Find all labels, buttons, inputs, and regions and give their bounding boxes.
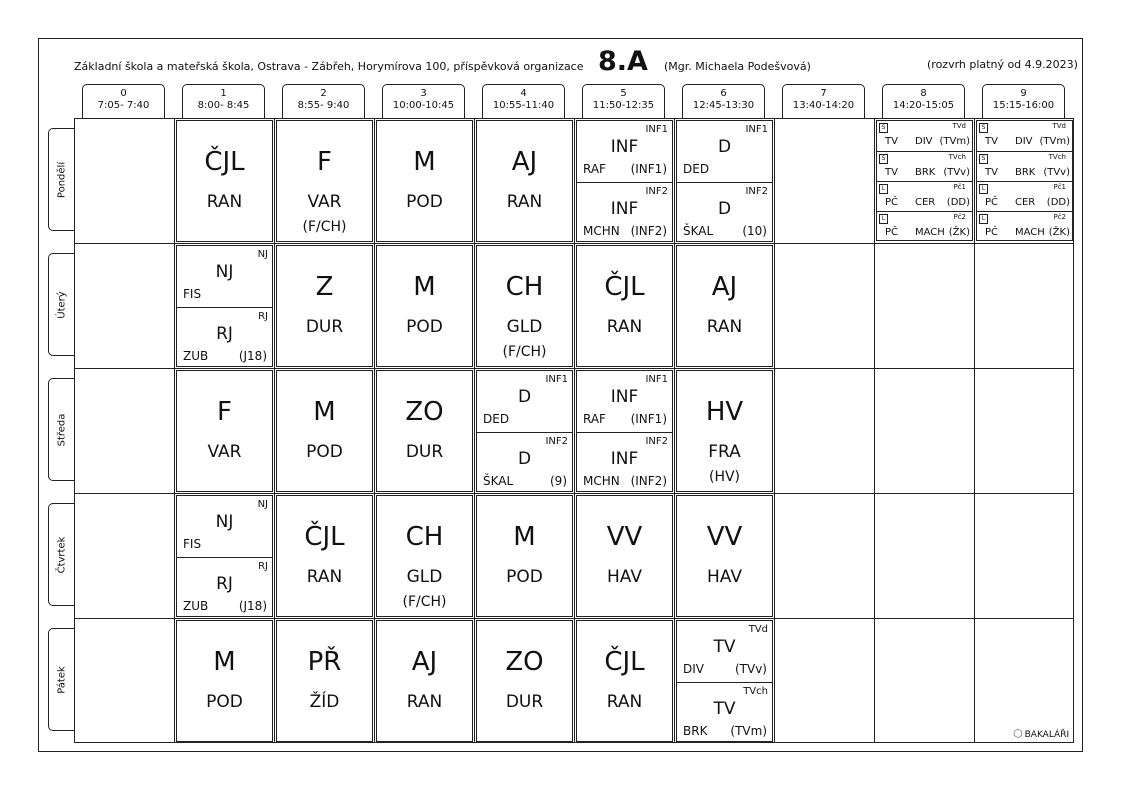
lesson-tch: GLD xyxy=(406,567,443,587)
lesson-tch: RAN xyxy=(606,317,643,337)
lesson-tch: ŠKAL xyxy=(683,224,714,238)
lesson-tch: VAR xyxy=(307,192,342,212)
lesson-grp: RJ xyxy=(258,561,268,572)
lesson-room: (9) xyxy=(550,474,567,488)
lesson-subj: TV xyxy=(713,637,736,657)
lesson-subj: RJ xyxy=(216,324,233,344)
lesson-cell xyxy=(676,245,773,367)
lesson-group xyxy=(977,211,1072,241)
lesson-tch: DIV xyxy=(1015,136,1033,147)
lesson-tch: RAN xyxy=(406,692,443,712)
lesson-subj: M xyxy=(213,647,236,677)
lesson-subj: CH xyxy=(505,272,544,302)
lesson-subj: AJ xyxy=(711,272,738,302)
logo-text: BAKALÁŘI xyxy=(1024,730,1070,740)
grid-vline xyxy=(174,118,175,743)
lesson-subj: ZO xyxy=(505,647,544,677)
lesson-cell xyxy=(276,495,373,617)
lesson-subj: NJ xyxy=(215,512,234,532)
period-header-6 xyxy=(682,84,765,118)
lesson-group xyxy=(977,121,1072,151)
class-name: 8.A xyxy=(598,46,648,77)
lesson-tch: DED xyxy=(483,412,510,426)
lesson-room: (DD) xyxy=(946,197,970,208)
period-time: 14:20-15:05 xyxy=(892,100,955,111)
lesson-grp: Pč2 xyxy=(1053,213,1066,221)
lesson-group xyxy=(977,181,1072,212)
period-number: 7 xyxy=(820,88,827,99)
grid-vline xyxy=(274,118,275,743)
lesson-room: (TVm) xyxy=(1039,136,1070,147)
day-header-1 xyxy=(48,253,74,356)
lesson-room: (F/CH) xyxy=(302,219,347,235)
lesson-cell xyxy=(476,120,573,242)
lesson-cell xyxy=(576,495,673,617)
lesson-subj: ČJL xyxy=(604,647,645,677)
lesson-cell xyxy=(376,120,473,242)
lesson-cell xyxy=(176,370,273,492)
lesson-cell xyxy=(476,495,573,617)
lesson-subj: NJ xyxy=(215,262,234,282)
period-number: 4 xyxy=(520,88,527,99)
lesson-tch: FIS xyxy=(183,537,202,551)
lesson-subj: INF xyxy=(610,137,639,157)
lesson-tch: CER xyxy=(1015,197,1036,208)
period-header-2 xyxy=(282,84,365,118)
lesson-tch: POD xyxy=(406,317,443,337)
lesson-tch: FIS xyxy=(183,287,202,301)
lesson-group xyxy=(577,432,672,492)
lesson-subj: Z xyxy=(315,272,334,302)
lesson-cycle-marker: L xyxy=(879,214,888,224)
lesson-grp: INF2 xyxy=(645,186,668,197)
period-time: 15:15-16:00 xyxy=(992,100,1055,111)
lesson-tch: RAN xyxy=(706,317,743,337)
lesson-cell xyxy=(276,120,373,242)
lesson-subj: TV xyxy=(985,136,998,147)
lesson-grp: INF2 xyxy=(545,436,568,447)
lesson-subj: M xyxy=(413,272,436,302)
period-header-4 xyxy=(482,84,565,118)
lesson-grp: NJ xyxy=(257,249,268,260)
lesson-room: (TVv) xyxy=(734,662,767,676)
period-header-5 xyxy=(582,84,665,118)
lesson-tch: CER xyxy=(915,197,936,208)
period-time: 8:55- 9:40 xyxy=(297,100,350,111)
lesson-cell xyxy=(576,620,673,742)
lesson-subj: ČJL xyxy=(604,272,645,302)
lesson-grp: Pč1 xyxy=(953,183,966,191)
lesson-cycle-marker: L xyxy=(979,214,988,224)
lesson-group xyxy=(177,557,272,617)
lesson-grp: TVd xyxy=(952,122,966,130)
lesson-subj: TV xyxy=(885,136,898,147)
period-header-3 xyxy=(382,84,465,118)
period-time: 10:00-10:45 xyxy=(392,100,455,111)
lesson-grp: INF2 xyxy=(745,186,768,197)
lesson-cycle-marker: S xyxy=(879,154,888,164)
lesson-grp: TVch xyxy=(1048,153,1066,161)
lesson-grp: NJ xyxy=(257,499,268,510)
lesson-cell xyxy=(176,495,273,617)
grid-hline xyxy=(74,243,1074,244)
lesson-group xyxy=(177,246,272,306)
lesson-tch: RAN xyxy=(606,692,643,712)
lesson-tch: MACH xyxy=(915,227,945,238)
period-header-7 xyxy=(782,84,865,118)
period-time: 10:55-11:40 xyxy=(492,100,555,111)
period-time: 12:45-13:30 xyxy=(692,100,755,111)
bakalari-logo xyxy=(1013,727,1069,740)
lesson-cell xyxy=(276,620,373,742)
lesson-subj: M xyxy=(313,397,336,427)
lesson-subj: ČJL xyxy=(304,522,345,552)
lesson-group xyxy=(677,182,772,242)
grid-vline xyxy=(574,118,575,743)
lesson-subj: PČ xyxy=(985,227,999,238)
lesson-grp: RJ xyxy=(258,311,268,322)
lesson-subj: M xyxy=(413,147,436,177)
lesson-cell xyxy=(376,495,473,617)
period-header-0 xyxy=(82,84,165,118)
lesson-grp: INF1 xyxy=(645,124,668,135)
lesson-subj: INF xyxy=(610,449,639,469)
period-number: 3 xyxy=(420,88,427,99)
lesson-cell xyxy=(476,245,573,367)
day-label: Čtvrtek xyxy=(56,536,67,573)
grid-hline xyxy=(74,493,1074,494)
lesson-cell xyxy=(176,245,273,367)
lesson-tch: BRK xyxy=(915,167,936,178)
lesson-group xyxy=(877,121,972,151)
lesson-cell xyxy=(576,120,673,242)
period-header-1 xyxy=(182,84,265,118)
lesson-tch: DED xyxy=(683,162,710,176)
lesson-subj: CH xyxy=(405,522,444,552)
grid-vline xyxy=(474,118,475,743)
lesson-tch: POD xyxy=(206,692,243,712)
lesson-group xyxy=(977,151,1072,182)
lesson-group xyxy=(877,151,972,182)
lesson-cell xyxy=(576,245,673,367)
lesson-cell xyxy=(176,620,273,742)
lesson-group xyxy=(577,371,672,431)
lesson-cell xyxy=(476,620,573,742)
lesson-cell xyxy=(876,120,973,241)
lesson-tch: ŽÍD xyxy=(309,692,340,712)
lesson-group xyxy=(877,181,972,212)
class-teacher: (Mgr. Michaela Podešvová) xyxy=(664,60,811,73)
lesson-cycle-marker: L xyxy=(979,184,988,194)
period-number: 0 xyxy=(120,88,127,99)
lesson-grp: Pč1 xyxy=(1053,183,1066,191)
period-time: 8:00- 8:45 xyxy=(197,100,250,111)
lesson-tch: HAV xyxy=(707,567,742,587)
lesson-group xyxy=(677,621,772,681)
lesson-tch: RAN xyxy=(306,567,343,587)
day-header-2 xyxy=(48,378,74,481)
lesson-tch: DUR xyxy=(405,442,444,462)
lesson-grp: TVd xyxy=(748,624,768,635)
lesson-room: (J18) xyxy=(238,599,267,613)
grid-hline xyxy=(74,368,1074,369)
lesson-room: (HV) xyxy=(708,469,741,485)
lesson-cell xyxy=(676,495,773,617)
lesson-subj: F xyxy=(217,397,232,427)
period-number: 9 xyxy=(1020,88,1027,99)
lesson-room: (DD) xyxy=(1046,197,1070,208)
lesson-tch: RAN xyxy=(506,192,543,212)
lesson-subj: VV xyxy=(606,522,643,552)
lesson-room: (F/CH) xyxy=(502,344,547,360)
lesson-subj: D xyxy=(517,449,532,469)
lesson-cell xyxy=(976,120,1073,241)
lesson-grp: TVch xyxy=(743,686,768,697)
grid-hline xyxy=(74,618,1074,619)
period-time: 11:50-12:35 xyxy=(592,100,655,111)
lesson-cell xyxy=(376,370,473,492)
lesson-subj: INF xyxy=(610,199,639,219)
lesson-tch: RAN xyxy=(206,192,243,212)
lesson-room: (INF1) xyxy=(630,412,667,426)
lesson-tch: MACH xyxy=(1015,227,1045,238)
lesson-subj: F xyxy=(317,147,332,177)
lesson-cell xyxy=(376,245,473,367)
valid-from: (rozvrh platný od 4.9.2023) xyxy=(927,58,1078,71)
period-time: 13:40-14:20 xyxy=(792,100,855,111)
lesson-subj: D xyxy=(717,199,732,219)
lesson-tch: VAR xyxy=(207,442,242,462)
lesson-grp: INF1 xyxy=(545,374,568,385)
lesson-group xyxy=(677,121,772,181)
lesson-grp: Pč2 xyxy=(953,213,966,221)
lesson-tch: RAF xyxy=(583,412,606,426)
lesson-subj: HV xyxy=(705,397,744,427)
lesson-cycle-marker: S xyxy=(979,154,988,164)
lesson-grp: INF1 xyxy=(645,374,668,385)
lesson-subj: AJ xyxy=(411,647,438,677)
lesson-subj: ZO xyxy=(405,397,444,427)
lesson-cycle-marker: S xyxy=(979,123,988,133)
lesson-cell xyxy=(576,370,673,492)
lesson-room: (J18) xyxy=(238,349,267,363)
lesson-group xyxy=(677,682,772,742)
lesson-subj: TV xyxy=(885,167,898,178)
lesson-tch: ZUB xyxy=(183,599,209,613)
lesson-room: (INF1) xyxy=(630,162,667,176)
grid-vline xyxy=(874,118,875,743)
lesson-subj: M xyxy=(513,522,536,552)
lesson-cell xyxy=(376,620,473,742)
lesson-cell xyxy=(176,120,273,242)
lesson-cycle-marker: S xyxy=(879,123,888,133)
lesson-subj: PČ xyxy=(885,197,899,208)
school-name: Základní škola a mateřská škola, Ostrava - Zábřeh, Horymírova 100, příspěvková organizace xyxy=(74,60,584,73)
lesson-group xyxy=(577,121,672,181)
lesson-subj: D xyxy=(717,137,732,157)
lesson-room: (TVv) xyxy=(1043,167,1070,178)
day-label: Pátek xyxy=(56,665,67,694)
lesson-tch: HAV xyxy=(607,567,642,587)
day-label: Úterý xyxy=(56,290,67,319)
lesson-group xyxy=(177,496,272,556)
lesson-subj: PŘ xyxy=(307,647,342,677)
lesson-subj: VV xyxy=(706,522,743,552)
lesson-subj: PČ xyxy=(885,227,899,238)
day-header-0 xyxy=(48,128,74,231)
lesson-room: (INF2) xyxy=(630,224,667,238)
lesson-tch: MCHN xyxy=(583,474,620,488)
grid-vline xyxy=(774,118,775,743)
lesson-subj: D xyxy=(517,387,532,407)
lesson-cell xyxy=(476,370,573,492)
lesson-grp: TVd xyxy=(1052,122,1066,130)
lesson-cell xyxy=(276,370,373,492)
lesson-room: (TVm) xyxy=(730,724,767,738)
lesson-tch: DUR xyxy=(305,317,344,337)
lesson-subj: INF xyxy=(610,387,639,407)
period-number: 5 xyxy=(620,88,627,99)
lesson-group xyxy=(877,211,972,241)
lesson-grp: INF2 xyxy=(645,436,668,447)
lesson-tch: BRK xyxy=(1015,167,1036,178)
lesson-subj: TV xyxy=(985,167,998,178)
lesson-tch: DIV xyxy=(915,136,933,147)
day-header-4 xyxy=(48,628,74,731)
period-number: 6 xyxy=(720,88,727,99)
lesson-room: (10) xyxy=(742,224,767,238)
day-label: Pondělí xyxy=(56,161,67,198)
lesson-tch: RAF xyxy=(583,162,606,176)
lesson-cell xyxy=(676,620,773,742)
lesson-tch: GLD xyxy=(506,317,543,337)
lesson-grp: TVch xyxy=(948,153,966,161)
lesson-tch: POD xyxy=(306,442,343,462)
lesson-tch: ŠKAL xyxy=(483,474,514,488)
period-header-9 xyxy=(982,84,1065,118)
lesson-cell xyxy=(676,370,773,492)
lesson-grp: INF1 xyxy=(745,124,768,135)
lesson-tch: DIV xyxy=(683,662,704,676)
lesson-tch: MCHN xyxy=(583,224,620,238)
lesson-tch: POD xyxy=(406,192,443,212)
lesson-group xyxy=(177,307,272,367)
period-time: 7:05- 7:40 xyxy=(97,100,150,111)
lesson-room: (TVm) xyxy=(939,136,970,147)
lesson-cell xyxy=(676,120,773,242)
lesson-tch: POD xyxy=(506,567,543,587)
lesson-group xyxy=(477,432,572,492)
lesson-room: (INF2) xyxy=(630,474,667,488)
lesson-tch: ZUB xyxy=(183,349,209,363)
lesson-subj: AJ xyxy=(511,147,538,177)
period-number: 8 xyxy=(920,88,927,99)
day-label: Středa xyxy=(56,413,67,446)
lesson-subj: PČ xyxy=(985,197,999,208)
lesson-cell xyxy=(276,245,373,367)
lesson-subj: ČJL xyxy=(204,147,245,177)
lesson-room: (ŽK) xyxy=(1048,227,1070,238)
lesson-cycle-marker: L xyxy=(879,184,888,194)
grid-vline xyxy=(674,118,675,743)
lesson-room: (ŽK) xyxy=(948,227,970,238)
lesson-subj: RJ xyxy=(216,574,233,594)
lesson-tch: FRA xyxy=(708,442,741,462)
grid-vline xyxy=(374,118,375,743)
lesson-group xyxy=(577,182,672,242)
bakalari-hexagon-icon: ⬡ xyxy=(1013,727,1023,740)
lesson-tch: BRK xyxy=(683,724,708,738)
lesson-subj: TV xyxy=(713,699,736,719)
day-header-3 xyxy=(48,503,74,606)
lesson-room: (TVv) xyxy=(943,167,970,178)
grid-vline xyxy=(974,118,975,743)
period-header-8 xyxy=(882,84,965,118)
period-number: 2 xyxy=(320,88,327,99)
period-number: 1 xyxy=(220,88,227,99)
lesson-tch: DUR xyxy=(505,692,544,712)
lesson-room: (F/CH) xyxy=(402,594,447,610)
lesson-group xyxy=(477,371,572,431)
